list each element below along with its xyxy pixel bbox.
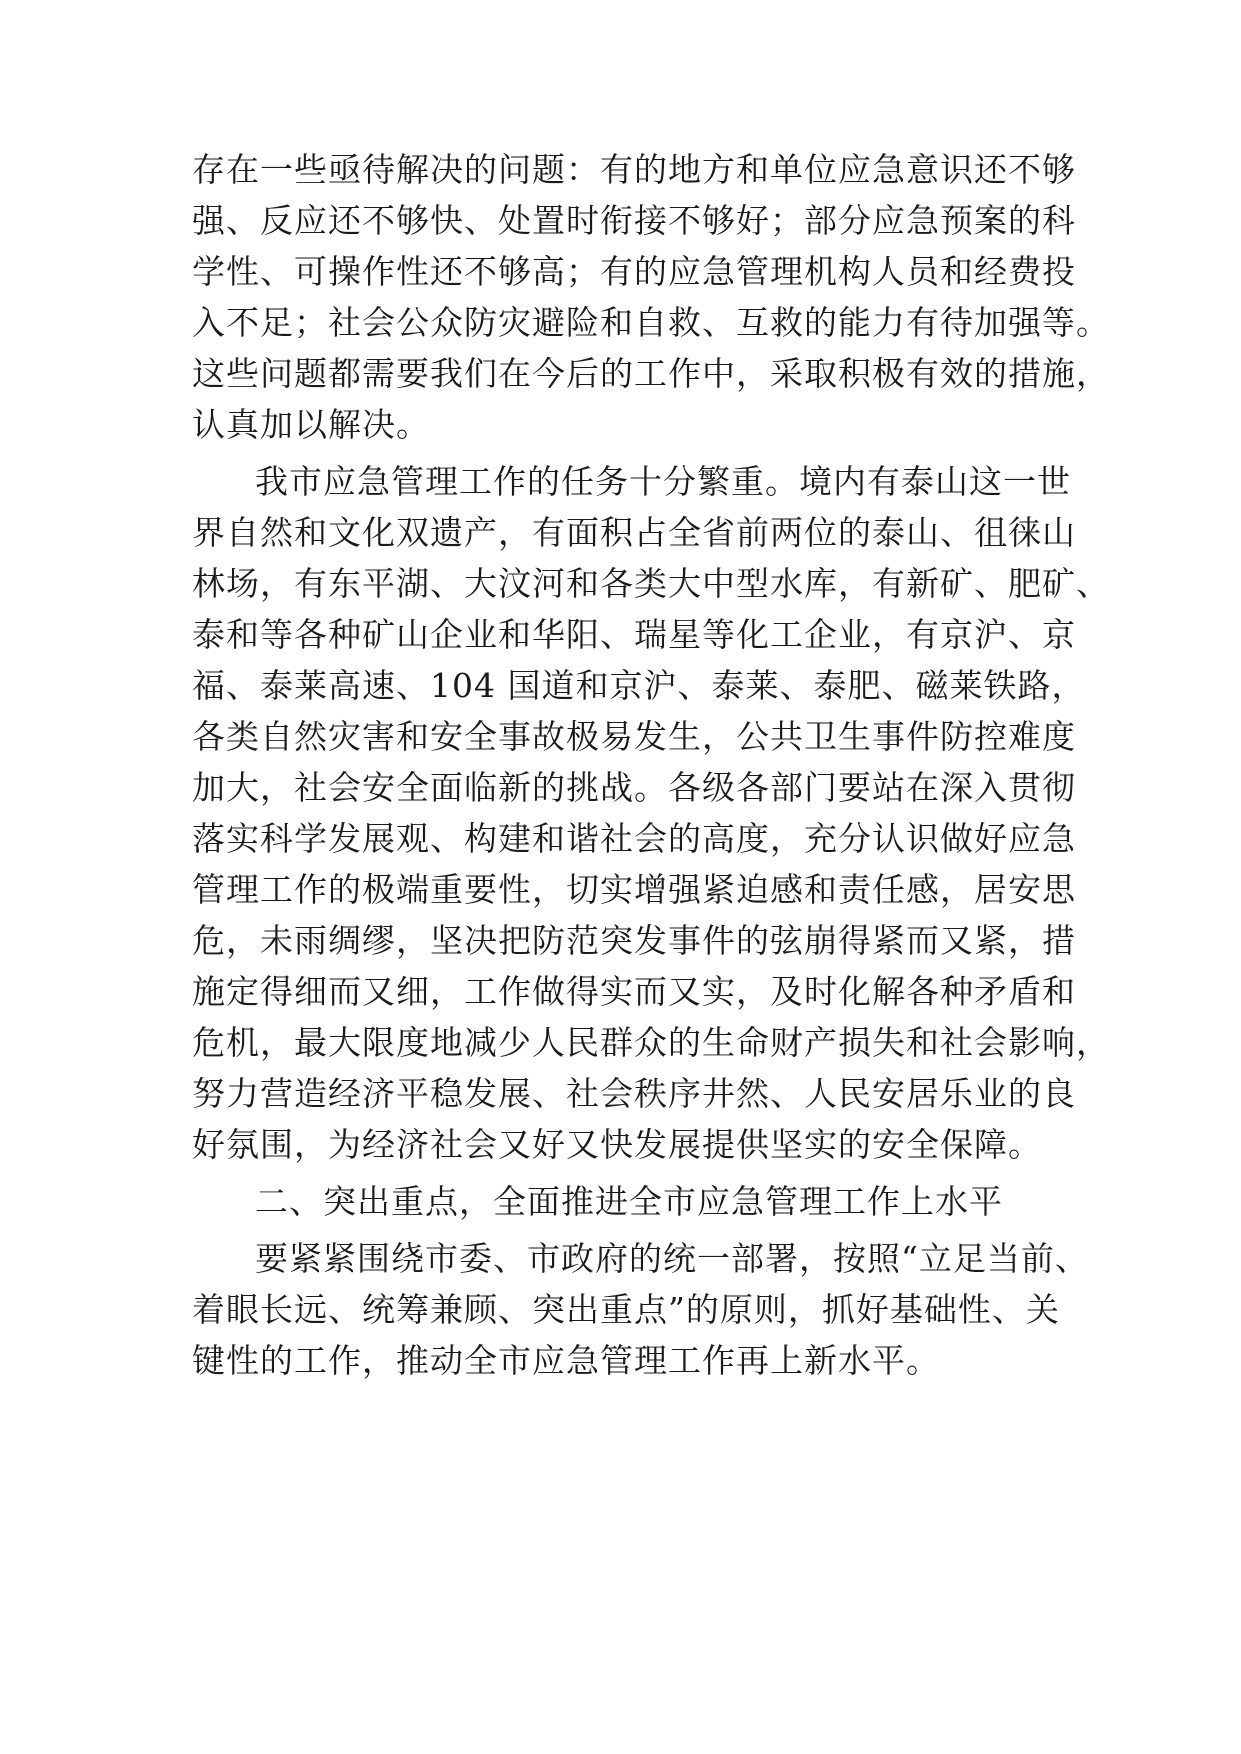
body-text-line: 学性、可操作性还不够高；有的应急管理机构人员和经费投 — [192, 252, 1076, 291]
body-text-line: 施定得细而又细，工作做得实而又实，及时化解各种矛盾和 — [192, 972, 1076, 1011]
body-text-line: 这些问题都需要我们在今后的工作中，采取积极有效的措施， — [192, 354, 1110, 393]
body-text-line: 存在一些亟待解决的问题：有的地方和单位应急意识还不够 — [192, 150, 1076, 189]
body-text-line: 键性的工作，推动全市应急管理工作再上新水平。 — [192, 1341, 940, 1380]
body-text-line: 管理工作的极端重要性，切实增强紧迫感和责任感，居安思 — [192, 870, 1076, 909]
body-text-line: 危，未雨绸缪，坚决把防范突发事件的弦崩得紧而又紧，措 — [192, 921, 1076, 960]
body-text-line: 福、泰莱高速、104 国道和京沪、泰莱、泰肥、磁莱铁路， — [192, 666, 1086, 705]
body-text-line: 林场，有东平湖、大汶河和各类大中型水库，有新矿、肥矿、 — [192, 564, 1110, 603]
body-text-line: 各类自然灾害和安全事故极易发生，公共卫生事件防控难度 — [192, 717, 1076, 756]
paragraph-first-line: 我市应急管理工作的任务十分繁重。境内有泰山这一世 — [255, 462, 1071, 501]
body-text-line: 好氛围，为经济社会又好又快发展提供坚实的安全保障。 — [192, 1125, 1042, 1164]
body-text-line: 强、反应还不够快、处置时衔接不够好；部分应急预案的科 — [192, 201, 1076, 240]
body-text-line: 界自然和文化双遗产，有面积占全省前两位的泰山、徂徕山 — [192, 513, 1076, 552]
section-heading: 二、突出重点，全面推进全市应急管理工作上水平 — [255, 1182, 1003, 1221]
body-text-line: 认真加以解决。 — [192, 405, 430, 444]
body-text-line: 落实科学发展观、构建和谐社会的高度，充分认识做好应急 — [192, 819, 1076, 858]
body-text-line: 危机，最大限度地减少人民群众的生命财产损失和社会影响， — [192, 1023, 1110, 1062]
body-text-line: 泰和等各种矿山企业和华阳、瑞星等化工企业，有京沪、京 — [192, 615, 1076, 654]
body-text-line: 入不足；社会公众防灾避险和自救、互救的能力有待加强等。 — [192, 303, 1110, 342]
body-text-line: 努力营造经济平稳发展、社会秩序井然、人民安居乐业的良 — [192, 1074, 1076, 1113]
body-text-line: 着眼长远、统筹兼顾、突出重点”的原则，抓好基础性、关 — [192, 1290, 1060, 1329]
body-text-line: 加大，社会安全面临新的挑战。各级各部门要站在深入贯彻 — [192, 768, 1076, 807]
paragraph-first-line: 要紧紧围绕市委、市政府的统一部署，按照“立足当前、 — [255, 1239, 1089, 1278]
